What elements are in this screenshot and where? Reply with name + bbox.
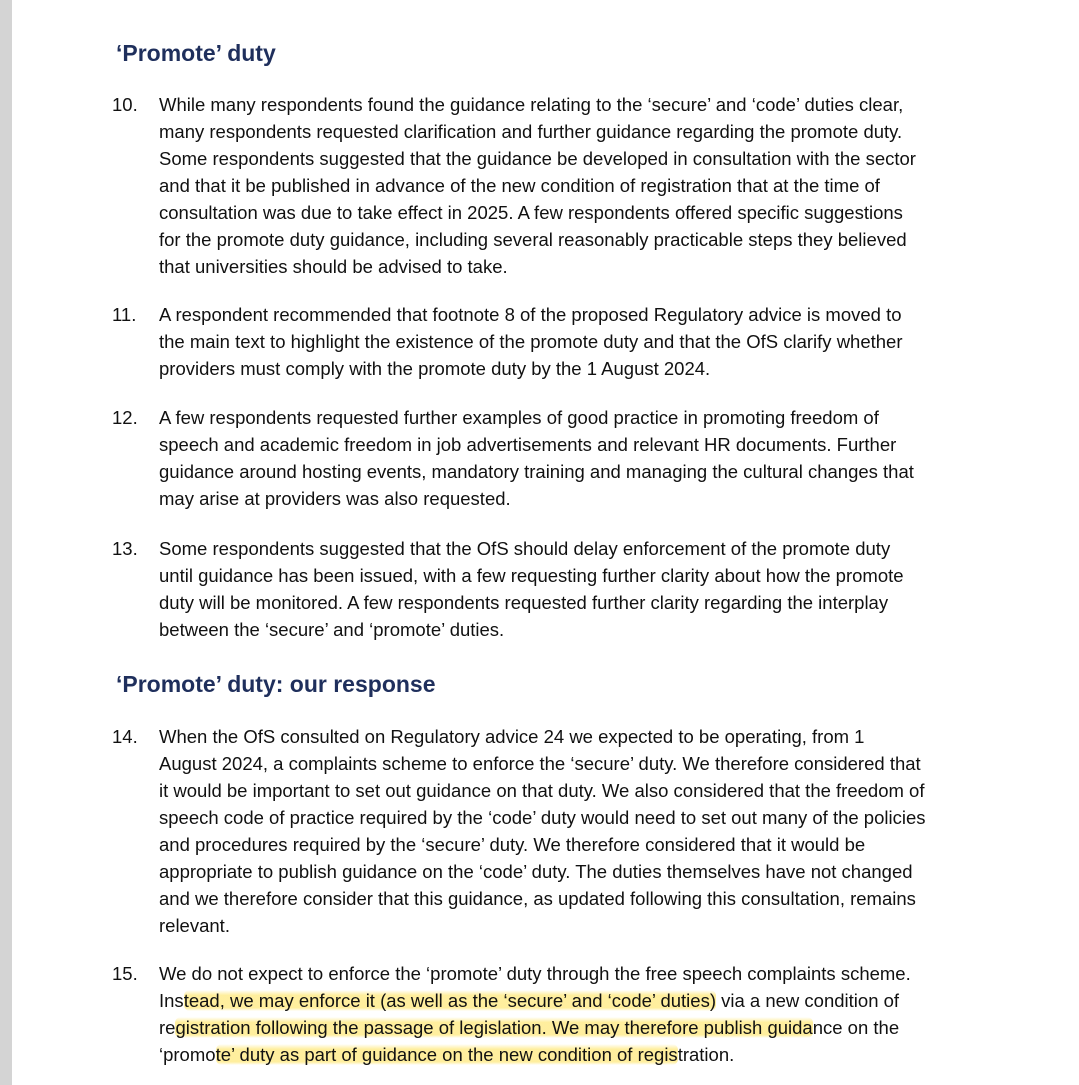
text-line: the main text to highlight the existence of the promote duty and that the OfS clarify whether: [159, 331, 903, 352]
text-line: relevant.: [159, 915, 230, 936]
text-line: August 2024, a complaints scheme to enforce the ‘secure’ duty. We therefore considered that: [159, 753, 921, 774]
section-heading-promote-duty: ‘Promote’ duty: [116, 40, 276, 66]
text-line: and that it be published in advance of the new condition of registration that at the time of: [159, 175, 880, 196]
text-line: for the promote duty guidance, including several reasonably practicable steps they believed: [159, 229, 907, 250]
text-segment: re: [159, 1017, 176, 1038]
highlight-mark: te’ duty as part of guidance on the new condition of regis: [215, 1044, 678, 1065]
highlight-mark: gistration following the passage of legislation. We may therefore publish guida: [175, 1017, 813, 1038]
paragraph-13: [112, 535, 992, 643]
text-line: Some respondents suggested that the OfS should delay enforcement of the promote duty: [159, 538, 891, 559]
paragraph-15: [112, 960, 992, 1068]
text-segment: Ins: [159, 990, 184, 1011]
text-line: duty will be monitored. A few respondents requested further clarity regarding the interplay: [159, 592, 889, 613]
paragraph-number: 10.: [112, 94, 138, 115]
highlighted-text-line: [159, 1014, 992, 1041]
text-line: speech code of practice required by the ‘code’ duty would need to set out many of the policies: [159, 807, 926, 828]
text-line: While many respondents found the guidance relating to the ‘secure’ and ‘code’ duties clear,: [159, 94, 904, 115]
text-line: many respondents requested clarification and further guidance regarding the promote duty.: [159, 121, 903, 142]
paragraph-number: 11.: [112, 304, 137, 325]
text-line: it would be important to set out guidance on that duty. We also considered that the freedom of: [159, 780, 925, 801]
viewer-gutter: [0, 0, 12, 1085]
paragraph-11: [112, 301, 992, 382]
text-line: and procedures required by the ‘secure’ duty. We therefore considered that it would be: [159, 834, 866, 855]
paragraph-text: [159, 301, 992, 382]
paragraph-text: [159, 960, 992, 1068]
text-line: that universities should be advised to take.: [159, 256, 508, 277]
text-segment: tration.: [677, 1044, 735, 1065]
paragraph-10: [112, 91, 992, 280]
paragraph-number: 14.: [112, 726, 138, 747]
paragraph-number: 13.: [112, 538, 138, 559]
text-line: We do not expect to enforce the ‘promote’ duty through the free speech complaints scheme.: [159, 963, 911, 984]
text-segment: ‘promo: [159, 1044, 216, 1065]
section-heading-our-response: ‘Promote’ duty: our response: [116, 671, 436, 697]
highlighted-text-line: [159, 1041, 992, 1068]
document-page: [12, 0, 1079, 1085]
text-line: speech and academic freedom in job advertisements and relevant HR documents. Further: [159, 434, 897, 455]
paragraph-12: [112, 404, 992, 512]
text-line: guidance around hosting events, mandatory training and managing the cultural changes that: [159, 461, 914, 482]
paragraph-number: 15.: [112, 963, 138, 984]
paragraph-text: [159, 91, 992, 280]
highlight-mark: tead, we may enforce it (as well as the ‘secure’ and ‘code’ duties): [183, 990, 716, 1011]
text-line: Some respondents suggested that the guidance be developed in consultation with the sector: [159, 148, 916, 169]
text-line: A respondent recommended that footnote 8 of the proposed Regulatory advice is moved to: [159, 304, 902, 325]
text-line: When the OfS consulted on Regulatory advice 24 we expected to be operating, from 1: [159, 726, 865, 747]
text-line: providers must comply with the promote duty by the 1 August 2024.: [159, 358, 711, 379]
text-line: between the ‘secure’ and ‘promote’ duties.: [159, 619, 505, 640]
text-line: appropriate to publish guidance on the ‘code’ duty. The duties themselves have not changed: [159, 861, 913, 882]
paragraph-text: [159, 723, 992, 939]
text-line: A few respondents requested further examples of good practice in promoting freedom of: [159, 407, 879, 428]
paragraph-text: [159, 404, 992, 512]
text-line: may arise at providers was also requested.: [159, 488, 511, 509]
text-line: until guidance has been issued, with a few requesting further clarity about how the promote: [159, 565, 904, 586]
highlighted-text-line: [159, 987, 992, 1014]
text-segment: via a new condition of: [716, 990, 900, 1011]
paragraph-14: [112, 723, 992, 939]
text-segment: nce on the: [812, 1017, 900, 1038]
text-line: consultation was due to take effect in 2025. A few respondents offered specific suggestions: [159, 202, 903, 223]
paragraph-number: 12.: [112, 407, 138, 428]
paragraph-text: [159, 535, 992, 643]
text-line: and we therefore consider that this guidance, as updated following this consultation, remains: [159, 888, 916, 909]
